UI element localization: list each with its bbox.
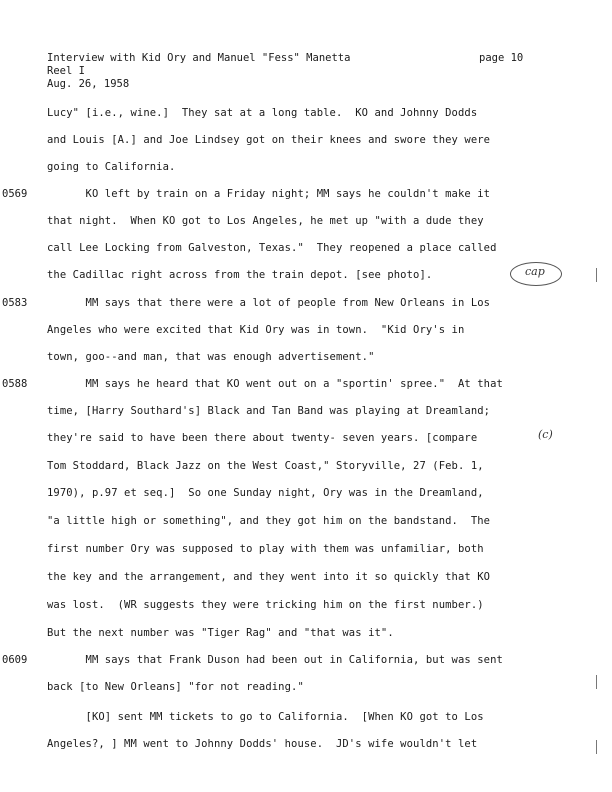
- margin-line-mark: [596, 268, 597, 282]
- text-line: MM says that there were a lot of people from New Orleans in Los: [47, 297, 491, 309]
- text-line: time, [Harry Southard's] Black and Tan Band was playing at Dreamland;: [47, 405, 491, 417]
- page-number: page 10: [479, 52, 524, 64]
- margin-line-mark: [596, 740, 597, 754]
- text-line: going to California.: [47, 161, 176, 173]
- timestamp-0583: 0583: [2, 297, 28, 309]
- text-line: town, goo--and man, that was enough advertisement.": [47, 351, 375, 363]
- text-line: But the next number was "Tiger Rag" and "that was it".: [47, 627, 394, 639]
- text-line: MM says that Frank Duson had been out in California, but was sent: [47, 654, 503, 666]
- text-line: [KO] sent MM tickets to go to California. [When KO got to Los: [47, 711, 484, 723]
- text-line: the Cadillac right across from the train depot. [see photo].: [47, 269, 433, 281]
- handwritten-cap-note: cap: [525, 265, 545, 278]
- interview-date: Aug. 26, 1958: [47, 78, 130, 90]
- timestamp-0569: 0569: [2, 188, 28, 200]
- text-line: MM says he heard that KO went out on a "sportin' spree." At that: [47, 378, 503, 390]
- text-line: and Louis [A.] and Joe Lindsey got on their knees and swore they were: [47, 134, 491, 146]
- text-line: was lost. (WR suggests they were tricking him on the first number.): [47, 599, 484, 611]
- text-line: "a little high or something", and they got him on the bandstand. The: [47, 515, 491, 527]
- reel-label: Reel I: [47, 65, 85, 77]
- text-line: first number Ory was supposed to play with them was unfamiliar, both: [47, 543, 484, 555]
- text-line: Angeles who were excited that Kid Ory was in town. "Kid Ory's in: [47, 324, 465, 336]
- interview-title: Interview with Kid Ory and Manuel "Fess" Manetta: [47, 52, 351, 64]
- handwritten-margin-note: (c): [538, 428, 553, 441]
- handwritten-oval-annotation: [510, 262, 562, 286]
- timestamp-0609: 0609: [2, 654, 28, 666]
- text-line: the key and the arrangement, and they went into it so quickly that KO: [47, 571, 491, 583]
- text-line: 1970), p.97 et seq.] So one Sunday night, Ory was in the Dreamland,: [47, 487, 484, 499]
- timestamp-0588: 0588: [2, 378, 28, 390]
- margin-line-mark: [596, 675, 597, 689]
- text-line: Lucy" [i.e., wine.] They sat at a long table. KO and Johnny Dodds: [47, 107, 478, 119]
- text-line: Tom Stoddard, Black Jazz on the West Coast," Storyville, 27 (Feb. 1,: [47, 460, 484, 472]
- text-line: they're said to have been there about twenty- seven years. [compare: [47, 432, 478, 444]
- text-line: call Lee Locking from Galveston, Texas." They reopened a place called: [47, 242, 497, 254]
- text-line: back [to New Orleans] "for not reading.": [47, 681, 304, 693]
- text-line: KO left by train on a Friday night; MM says he couldn't make it: [47, 188, 491, 200]
- text-line: that night. When KO got to Los Angeles, he met up "with a dude they: [47, 215, 484, 227]
- text-line: Angeles?, ] MM went to Johnny Dodds' house. JD's wife wouldn't let: [47, 738, 478, 750]
